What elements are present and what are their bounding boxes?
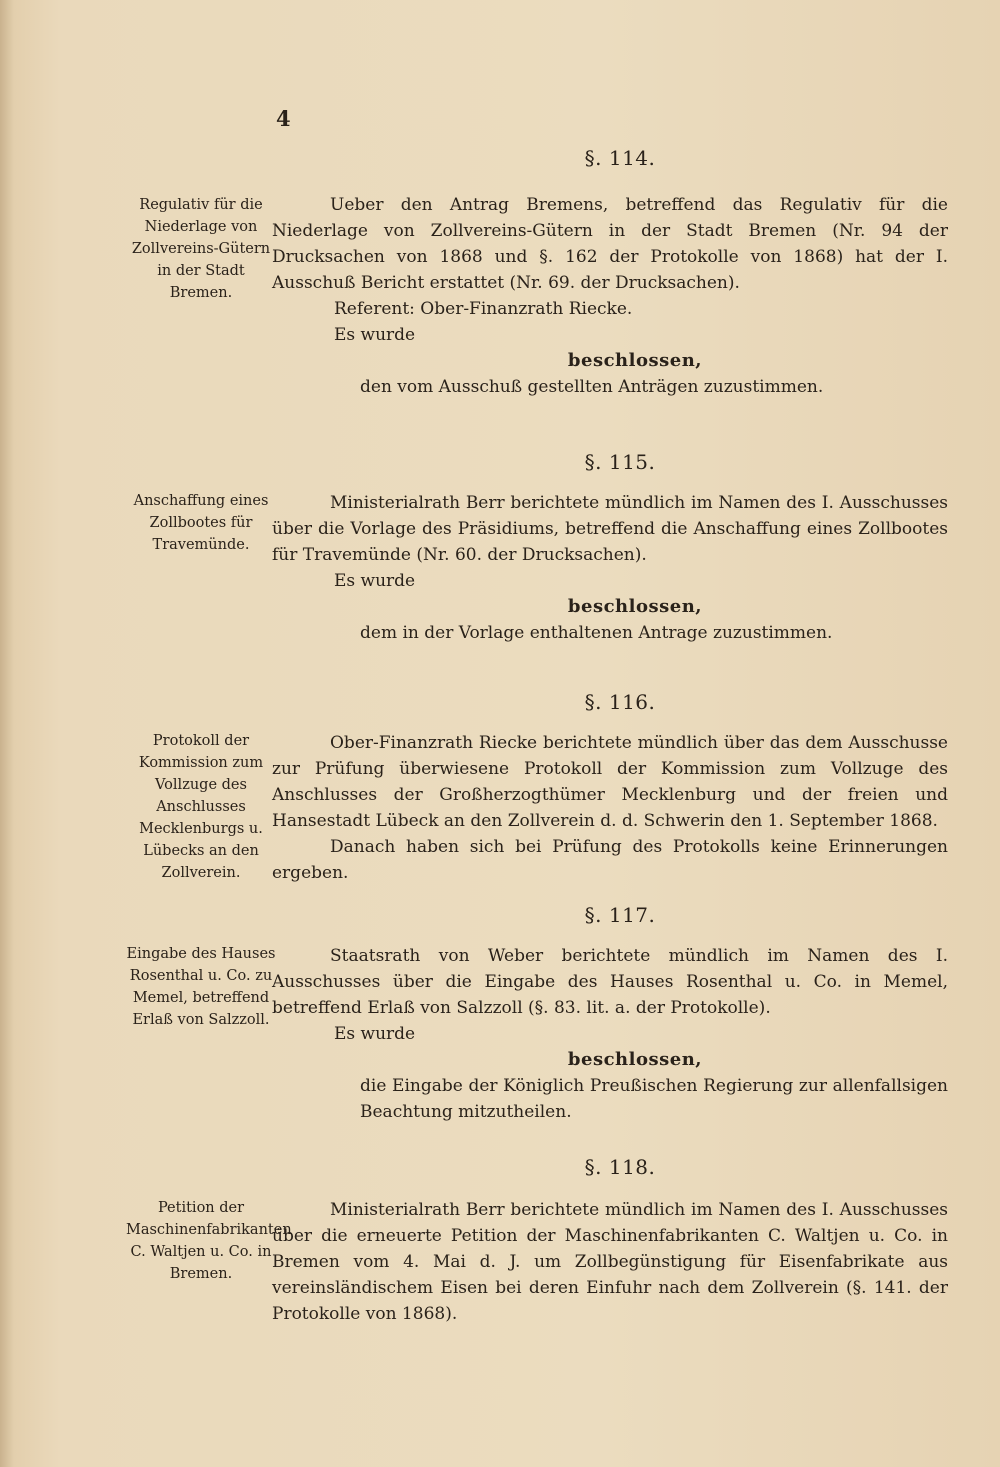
es-wurde: Es wurde [334, 325, 416, 345]
section-body [272, 192, 948, 400]
resolved-word: beschlossen, [567, 596, 703, 617]
margin-note: Anschaffung eines Zollbootes für Travemünde. [133, 493, 269, 553]
es-wurde: Es wurde [334, 1024, 416, 1044]
margin-note: Regulativ für die Niederlage von Zollvereins-Gütern in der Stadt Bremen. [131, 197, 271, 301]
section-heading: §. 115. [584, 450, 656, 474]
resolved-word: beschlossen, [567, 1049, 703, 1070]
es-wurde: Es wurde [334, 571, 416, 591]
section-heading: §. 117. [584, 903, 656, 927]
paragraph: Ministerialrath Berr berichtete mündlich im Namen des I. Ausschusses über die Vorlage des Präsidiums, betreffend die Anschaffung eines Zollbootes für Travemünde (Nr. 60. der Drucksachen). [272, 493, 948, 565]
resolved-word: beschlossen, [567, 350, 703, 371]
margin-note: Protokoll der Kommission zum Vollzuge des Anschlusses Mecklenburgs u. Lübecks an den Zollverein. [138, 733, 264, 881]
margin-note: Eingabe des Hauses Rosenthal u. Co. zu Memel, betreffend Erlaß von Salzzoll. [126, 946, 276, 1028]
section-body [272, 943, 948, 1125]
referent-line: Referent: Ober-Finanzrath Riecke. [334, 299, 633, 319]
section-body [272, 1197, 948, 1327]
margin-note: Petition der Maschinenfabrikanten C. Waltjen u. Co. in Bremen. [126, 1200, 292, 1282]
paragraph: Ueber den Antrag Bremens, betreffend das Regulativ für die Niederlage von Zollvereins-Gütern in der Stadt Bremen (Nr. 94 der Drucksachen von 1868 und §. 162 der Protokolle von 1868) hat der I. Ausschuß Bericht erstattet (Nr. 69. der Drucksachen). [272, 195, 948, 293]
section-heading: §. 116. [584, 690, 656, 714]
section-body [272, 730, 948, 886]
paragraph-2: Danach haben sich bei Prüfung des Protokolls keine Erinnerungen ergeben. [272, 837, 948, 883]
page-number: 4 [276, 106, 291, 131]
paragraph: Staatsrath von Weber berichtete mündlich im Namen des I. Ausschusses über die Eingabe des Hauses Rosenthal u. Co. in Memel, betreffend Erlaß von Salzzoll (§. 83. lit. a. der Protokolle). [272, 946, 948, 1018]
resolution-text: den vom Ausschuß gestellten Anträgen zuzustimmen. [360, 377, 824, 397]
section-body [272, 490, 948, 646]
section-heading: §. 114. [584, 146, 656, 170]
section-heading: §. 118. [584, 1155, 656, 1179]
resolution-text: die Eingabe der Königlich Preußischen Regierung zur allenfallsigen Beachtung mitzutheilen. [360, 1076, 948, 1122]
resolution-text: dem in der Vorlage enthaltenen Antrage zuzustimmen. [360, 623, 833, 643]
paragraph: Ministerialrath Berr berichtete mündlich im Namen des I. Ausschusses über die erneuerte Petition der Maschinenfabrikanten C. Waltjen u. Co. in Bremen vom 4. Mai d. J. um Zollbegünstigung für Eisenfabrikate aus vereinsländischem Eisen bei deren Einfuhr nach dem Zollverein (§. 141. der Protokolle von 1868). [272, 1200, 948, 1324]
paragraph: Ober-Finanzrath Riecke berichtete mündlich über das dem Ausschusse zur Prüfung überwiesene Protokoll der Kommission zum Vollzuge des Anschlusses der Großherzogthümer Mecklenburg und der freien und Hansestadt Lübeck an den Zollverein d. d. Schwerin den 1. September 1868. [272, 733, 948, 831]
